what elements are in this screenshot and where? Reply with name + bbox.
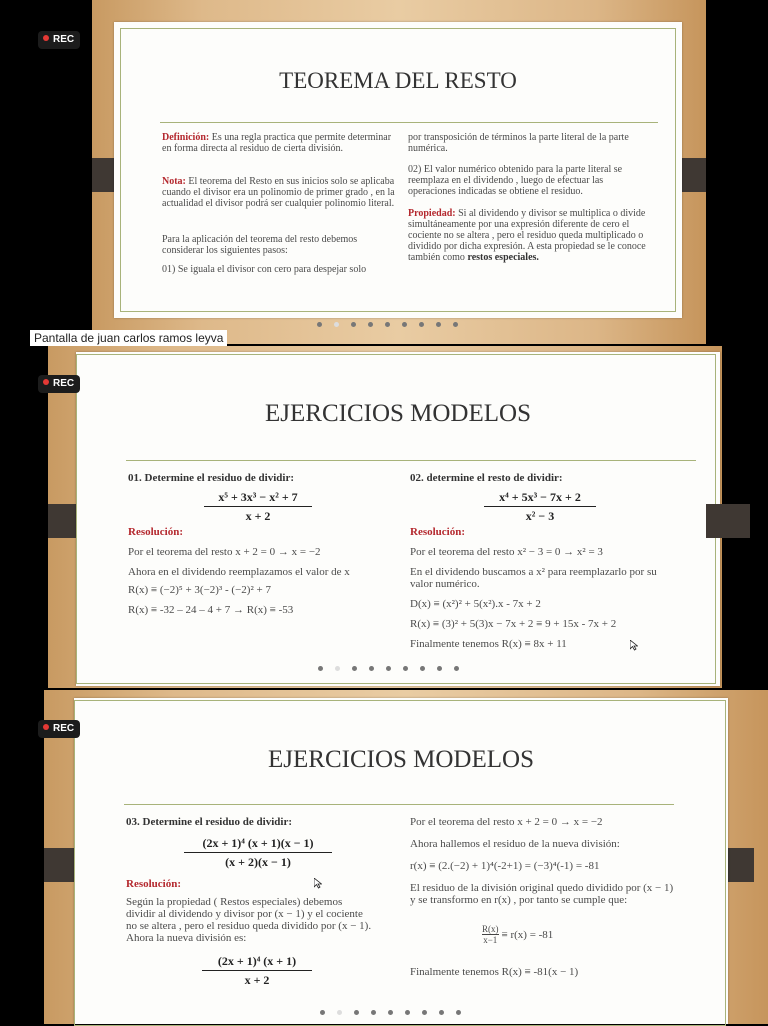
exercise-1-denominator: x + 2 (245, 509, 271, 523)
rec-indicator-2 (38, 375, 80, 393)
slide-ejercicios-1 (76, 352, 720, 686)
exercise-3-new-fraction (202, 954, 312, 988)
page-dot[interactable] (368, 322, 373, 327)
note-paragraph (162, 176, 396, 209)
exercise-3-ratio-line (482, 924, 553, 945)
exercise-1-step-1: Por el teorema del resto x + 2 = 0 → x = −2 (128, 546, 321, 558)
page-dot[interactable] (422, 1010, 427, 1015)
page-dot[interactable] (385, 322, 390, 327)
slide-title: TEOREMA DEL RESTO (279, 68, 517, 93)
exercise-3-right-step-1: Por el teorema del resto x + 2 = 0 → x = −2 (410, 816, 603, 828)
page-dot[interactable] (386, 666, 391, 671)
rec-label: REC (53, 34, 75, 45)
page-dot-active[interactable] (335, 666, 340, 671)
ratio-rest: ≡ r(x) = -81 (501, 928, 554, 941)
exercise-2-heading: 02. determine el resto de dividir: (410, 472, 563, 484)
page-dot[interactable] (318, 666, 323, 671)
exercise-3-heading: 03. Determine el residuo de dividir: (126, 816, 292, 828)
rec-dot-icon (43, 724, 49, 730)
exercise-3-fraction (184, 836, 332, 870)
page-dot-active[interactable] (334, 322, 339, 327)
page-dot[interactable] (420, 666, 425, 671)
exercise-2-step-2: En el dividendo buscamos a x² para reemplazarlo por su valor numérico. (410, 566, 657, 590)
exercise-3-final: Finalmente tenemos R(x) ≡ -81(x − 1) (410, 966, 579, 978)
exercise-3-numerator: (2x + 1)⁴ (x + 1)(x − 1) (184, 836, 332, 853)
slide-title: EJERCICIOS MODELOS (268, 746, 534, 773)
exercise-1-step-2: Ahora en el dividendo reemplazamos el valor de x (128, 566, 350, 578)
page-dot[interactable] (354, 1010, 359, 1015)
step-1: 01) Se iguala el divisor con cero para despejar solo (162, 264, 367, 275)
definition-paragraph (162, 132, 396, 154)
slide-title: EJERCICIOS MODELOS (265, 400, 531, 427)
application-paragraph: Para la aplicación del teorema del resto debemos considerar los siguientes pasos: (162, 234, 358, 256)
exercise-3-explanation: Según la propiedad ( Restos especiales) debemos dividir al dividendo y divisor por (x − 1) y el cociente no se altera , pero el residuo queda dividido por (x − 1). Ahora la nueva división es: (126, 896, 372, 944)
exercise-1-heading: 01. Determine el residuo de dividir: (128, 472, 294, 484)
exercise-3-right-step-3: r(x) ≡ (2.(−2) + 1)⁴(-2+1) = (−3)⁴(-1) = -81 (410, 860, 600, 872)
rec-label: REC (53, 723, 75, 734)
exercise-3-new-denominator: x + 2 (244, 973, 270, 987)
page-dot[interactable] (402, 322, 407, 327)
slide-ejercicios-2 (74, 698, 728, 1024)
resolution-label-1: Resolución: (128, 526, 183, 538)
title-divider (126, 460, 696, 461)
mouse-cursor-icon (630, 640, 638, 651)
step-1-continued: por transposición de términos la parte literal de la parte numérica. (408, 132, 629, 154)
rec-dot-icon (43, 379, 49, 385)
page-dot[interactable] (436, 322, 441, 327)
page-dot[interactable] (320, 1010, 325, 1015)
exercise-3-new-numerator: (2x + 1)⁴ (x + 1) (202, 954, 312, 971)
exercise-1-step-3: R(x) ≡ (−2)⁵ + 3(−2)³ - (−2)² + 7 (128, 584, 271, 596)
resolution-label-2: Resolución: (410, 526, 465, 538)
exercise-3-right-step-4: El residuo de la división original quedo dividido por (x − 1) y se transformo en r(x) , por tanto se cumple que: (410, 882, 674, 906)
exercise-2-step-5: Finalmente tenemos R(x) ≡ 8x + 11 (410, 638, 567, 650)
page-dot[interactable] (456, 1010, 461, 1015)
ratio-numerator: R(x) (482, 924, 499, 934)
definition-label: Definición: (162, 132, 210, 143)
page-dot[interactable] (405, 1010, 410, 1015)
property-bold: restos especiales. (467, 252, 539, 263)
page-dot[interactable] (369, 666, 374, 671)
note-text: El teorema del Resto en sus inicios solo se aplicaba cuando el divisor era un polinomio de primer grado , en la actualidad el divisor podrá ser cualquier polinomio literal. (162, 176, 395, 209)
exercise-2-numerator: x⁴ + 5x³ − 7x + 2 (484, 490, 596, 507)
exercise-2-step-1: Por el teorema del resto x² − 3 = 0 → x² = 3 (410, 546, 603, 558)
step-2: 02) El valor numérico obtenido para la parte literal se reemplaza en el dividendo , luego de efectuar las operaciones indicadas se obtiene el residuo. (408, 164, 623, 197)
property-label: Propiedad: (408, 208, 456, 219)
page-dot[interactable] (437, 666, 442, 671)
rec-label: REC (53, 378, 75, 389)
screen-share-caption: Pantalla de juan carlos ramos leyva (30, 330, 227, 346)
screen-share-panel-2 (48, 346, 722, 688)
screen-share-panel-1 (92, 0, 706, 344)
exercise-2-denominator: x² − 3 (525, 509, 555, 523)
ratio-denominator: x−1 (483, 935, 498, 945)
page-dot[interactable] (403, 666, 408, 671)
page-dot[interactable] (352, 666, 357, 671)
rec-indicator-3 (38, 720, 80, 738)
page-dot[interactable] (351, 322, 356, 327)
mouse-cursor-icon (314, 878, 322, 889)
slide-pagination-2 (318, 666, 459, 671)
definition-text: Es una regla practica que permite determinar en forma directa al residuo de cierta división. (162, 132, 392, 154)
exercise-1-numerator: x⁵ + 3x³ − x² + 7 (204, 490, 312, 507)
page-dot[interactable] (317, 322, 322, 327)
page-dot[interactable] (439, 1010, 444, 1015)
exercise-1-fraction (204, 490, 312, 524)
title-divider (160, 122, 658, 123)
exercise-1-step-4: R(x) ≡ -32 – 24 – 4 + 7 → R(x) ≡ -53 (128, 604, 294, 616)
title-divider (124, 804, 674, 805)
page-dot[interactable] (371, 1010, 376, 1015)
slide-pagination-3 (320, 1010, 461, 1015)
screen-share-panel-3 (44, 690, 768, 1024)
property-paragraph (408, 208, 648, 263)
slide-pagination-1 (317, 322, 458, 327)
slide-tab-right (706, 504, 750, 538)
page-dot[interactable] (419, 322, 424, 327)
exercise-3-denominator: (x + 2)(x − 1) (225, 855, 291, 869)
note-label: Nota: (162, 176, 186, 187)
page-dot[interactable] (388, 1010, 393, 1015)
page-dot[interactable] (453, 322, 458, 327)
resolution-label-3: Resolución: (126, 878, 181, 890)
rec-indicator-1 (38, 31, 80, 49)
slide-teorema (114, 22, 682, 318)
page-dot[interactable] (454, 666, 459, 671)
exercise-2-step-3: D(x) ≡ (x²)² + 5(x²).x - 7x + 2 (410, 598, 541, 610)
exercise-2-fraction (484, 490, 596, 524)
rec-dot-icon (43, 35, 49, 41)
page-dot-active[interactable] (337, 1010, 342, 1015)
exercise-3-right-step-2: Ahora hallemos el residuo de la nueva división: (410, 838, 620, 850)
property-text: Si al dividendo y divisor se multiplica o divide simultáneamente por una expresión diferente de cero el cociente no se altera , pero el residuo queda multiplicado o dividido por dicha expresión. A esta propiedad se le conoce también como (408, 208, 646, 263)
exercise-2-step-4: R(x) ≡ (3)² + 5(3)x − 7x + 2 ≡ 9 + 15x - 7x + 2 (410, 618, 617, 630)
